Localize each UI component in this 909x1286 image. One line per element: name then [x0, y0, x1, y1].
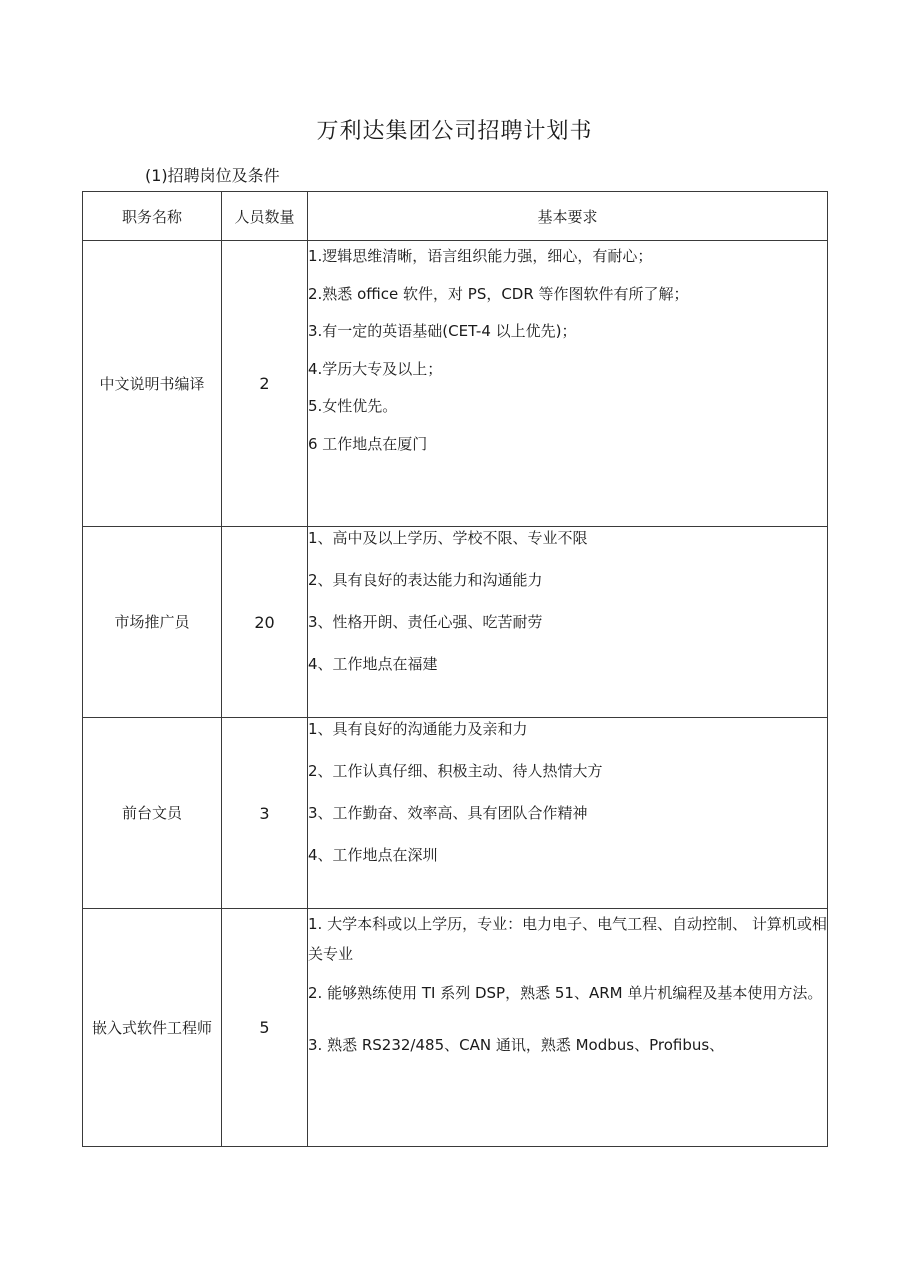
requirement-item: 2、工作认真仔细、积极主动、待人热情大方	[308, 762, 603, 780]
requirement-item: 2、具有良好的表达能力和沟通能力	[308, 571, 543, 589]
requirement-item: 1、具有良好的沟通能力及亲和力	[308, 720, 528, 738]
requirements-cell	[308, 718, 828, 909]
requirement-item: 4.学历大专及以上；	[308, 359, 443, 378]
table-row	[83, 241, 828, 527]
requirement-item: 1. 大学本科或以上学历，专业：电力电子、电气工程、自动控制、 计算机或相关专业	[308, 915, 827, 963]
position-name: 中文说明书编译	[83, 241, 222, 527]
headcount: 2	[222, 241, 308, 527]
requirement-item: 6 工作地点在厦门	[308, 434, 428, 453]
headcount: 3	[222, 718, 308, 909]
position-name: 市场推广员	[83, 527, 222, 718]
page-title: 万利达集团公司招聘计划书	[316, 119, 593, 144]
requirement-item: 4、工作地点在福建	[308, 655, 438, 673]
table-row	[83, 718, 828, 909]
header-requirements: 基本要求	[308, 192, 828, 241]
requirement-item: 2.熟悉 office 软件，对 PS，CDR 等作图软件有所了解；	[308, 284, 689, 303]
requirement-item: 3、工作勤奋、效率高、具有团队合作精神	[308, 804, 588, 822]
position-name: 前台文员	[83, 718, 222, 909]
table-row	[83, 909, 828, 1147]
headcount: 20	[222, 527, 308, 718]
requirements-cell	[308, 909, 828, 1147]
requirement-item: 5.女性优先。	[308, 397, 398, 415]
requirement-item: 3.有一定的英语基础(CET-4 以上优先)；	[308, 322, 577, 340]
requirements-cell	[308, 527, 828, 718]
requirements-cell	[308, 241, 828, 527]
requirement-item: 1、高中及以上学历、学校不限、专业不限	[308, 529, 588, 547]
table-row	[83, 527, 828, 718]
position-name: 嵌入式软件工程师	[83, 909, 222, 1147]
headcount: 5	[222, 909, 308, 1147]
header-count: 人员数量	[222, 192, 308, 241]
requirement-item: 4、工作地点在深圳	[308, 846, 438, 864]
requirement-item: 3、性格开朗、责任心强、吃苦耐劳	[308, 613, 543, 631]
requirement-item: 3. 熟悉 RS232/485、CAN 通讯，熟悉 Modbus、Profibus、	[308, 1036, 725, 1054]
header-position: 职务名称	[83, 192, 222, 241]
requirement-item: 2. 能够熟练使用 TI 系列 DSP，熟悉 51、ARM 单片机编程及基本使用方法。	[308, 984, 823, 1002]
requirement-item: 1.逻辑思维清晰，语言组织能力强，细心，有耐心；	[308, 247, 653, 265]
section-heading: (1)招聘岗位及条件	[145, 166, 280, 185]
table-header-row	[83, 192, 828, 241]
recruitment-table	[82, 191, 828, 1147]
